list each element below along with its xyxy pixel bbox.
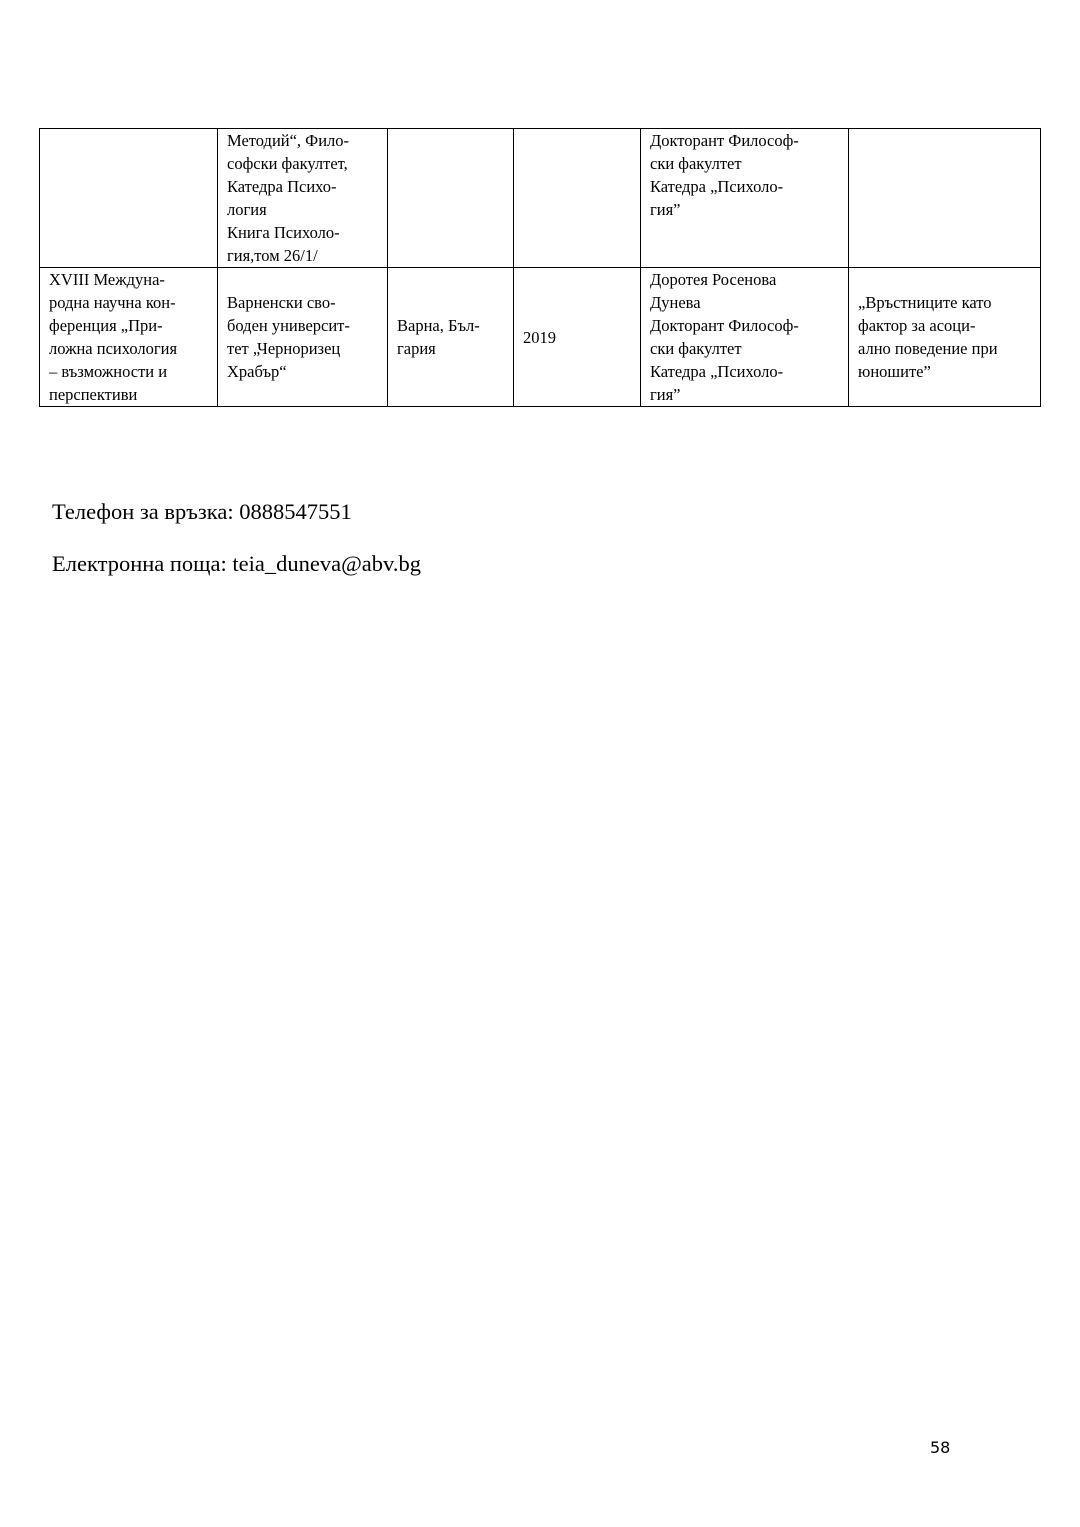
contact-email: Електронна поща: teia_duneva@abv.bg (52, 551, 421, 576)
conference-table (39, 128, 1041, 407)
table-cell-participant: Докторант Философ- ски факултет Катедра „Психоло- гия” (641, 129, 849, 268)
table-cell-year: 2019 (514, 268, 641, 407)
table-row (40, 268, 1041, 407)
table-cell-location (388, 129, 514, 268)
table-cell-conference: XVIII Междуна- родна научна кон- ференция „При- ложна психология – възможности и перспективи (40, 268, 218, 407)
table-cell-participant: Доротея Росенова Дунева Докторант Философ- ски факултет Катедра „Психоло- гия” (641, 268, 849, 407)
table-cell-location: Варна, Бъл- гария (388, 268, 514, 407)
table-cell-organizer: Варненски сво- боден университ- тет „Черноризец Храбър“ (218, 268, 388, 407)
table-cell-organizer: Методий“, Фило- софски факултет, Катедра Психо- логия Книга Психоло- гия,том 26/1/ (218, 129, 388, 268)
table-cell-title: „Връстниците като фактор за асоци- ално поведение при юношите” (849, 268, 1041, 407)
table-cell-title (849, 129, 1041, 268)
contact-phone: Телефон за връзка: 0888547551 (52, 499, 352, 524)
table-cell-conference (40, 129, 218, 268)
table-cell-year (514, 129, 641, 268)
page-number: 58 (930, 1438, 951, 1457)
table-row (40, 129, 1041, 268)
